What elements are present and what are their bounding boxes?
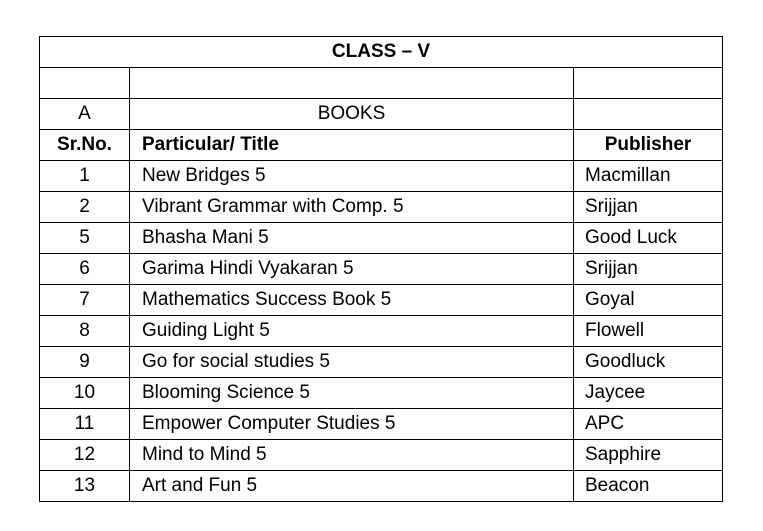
book-title-cell: Go for social studies 5 <box>130 347 574 378</box>
publisher-cell: Srijjan <box>574 254 723 285</box>
table-row <box>40 471 723 502</box>
section-label: BOOKS <box>130 99 574 130</box>
table-body <box>40 37 723 161</box>
header-title: Particular/ Title <box>130 130 574 161</box>
table-row <box>40 223 723 254</box>
publisher-cell: Jaycee <box>574 378 723 409</box>
table-row <box>40 254 723 285</box>
sr-no-cell: 5 <box>40 223 130 254</box>
header-row <box>40 130 723 161</box>
section-letter: A <box>40 99 130 130</box>
sr-no-cell: 2 <box>40 192 130 223</box>
publisher-cell: Srijjan <box>574 192 723 223</box>
sr-no-cell: 13 <box>40 471 130 502</box>
sr-no-cell: 1 <box>40 161 130 192</box>
table-row <box>40 347 723 378</box>
publisher-cell: Good Luck <box>574 223 723 254</box>
title-row <box>40 37 723 68</box>
book-title-cell: Mathematics Success Book 5 <box>130 285 574 316</box>
empty-cell <box>130 68 574 99</box>
sr-no-cell: 11 <box>40 409 130 440</box>
book-title-cell: Mind to Mind 5 <box>130 440 574 471</box>
book-title-cell: Empower Computer Studies 5 <box>130 409 574 440</box>
table-row <box>40 378 723 409</box>
publisher-cell: Sapphire <box>574 440 723 471</box>
sr-no-cell: 10 <box>40 378 130 409</box>
publisher-cell: Beacon <box>574 471 723 502</box>
empty-cell <box>574 99 723 130</box>
sr-no-cell: 9 <box>40 347 130 378</box>
book-title-cell: New Bridges 5 <box>130 161 574 192</box>
publisher-cell: Macmillan <box>574 161 723 192</box>
header-sr-no: Sr.No. <box>40 130 130 161</box>
publisher-cell: Goyal <box>574 285 723 316</box>
publisher-cell: Goodluck <box>574 347 723 378</box>
section-row <box>40 99 723 130</box>
table-row <box>40 192 723 223</box>
sr-no-cell: 6 <box>40 254 130 285</box>
class-title: CLASS – V <box>40 37 723 68</box>
book-title-cell: Blooming Science 5 <box>130 378 574 409</box>
empty-row <box>40 68 723 99</box>
publisher-cell: APC <box>574 409 723 440</box>
book-rows <box>40 161 723 502</box>
table-row <box>40 409 723 440</box>
table-row <box>40 316 723 347</box>
book-title-cell: Vibrant Grammar with Comp. 5 <box>130 192 574 223</box>
book-title-cell: Art and Fun 5 <box>130 471 574 502</box>
sr-no-cell: 7 <box>40 285 130 316</box>
book-title-cell: Guiding Light 5 <box>130 316 574 347</box>
empty-cell <box>574 68 723 99</box>
book-title-cell: Garima Hindi Vyakaran 5 <box>130 254 574 285</box>
table-row <box>40 440 723 471</box>
empty-cell <box>40 68 130 99</box>
table-row <box>40 161 723 192</box>
header-publisher: Publisher <box>574 130 723 161</box>
book-title-cell: Bhasha Mani 5 <box>130 223 574 254</box>
book-list-table <box>39 36 723 502</box>
table-row <box>40 285 723 316</box>
sr-no-cell: 12 <box>40 440 130 471</box>
sr-no-cell: 8 <box>40 316 130 347</box>
publisher-cell: Flowell <box>574 316 723 347</box>
